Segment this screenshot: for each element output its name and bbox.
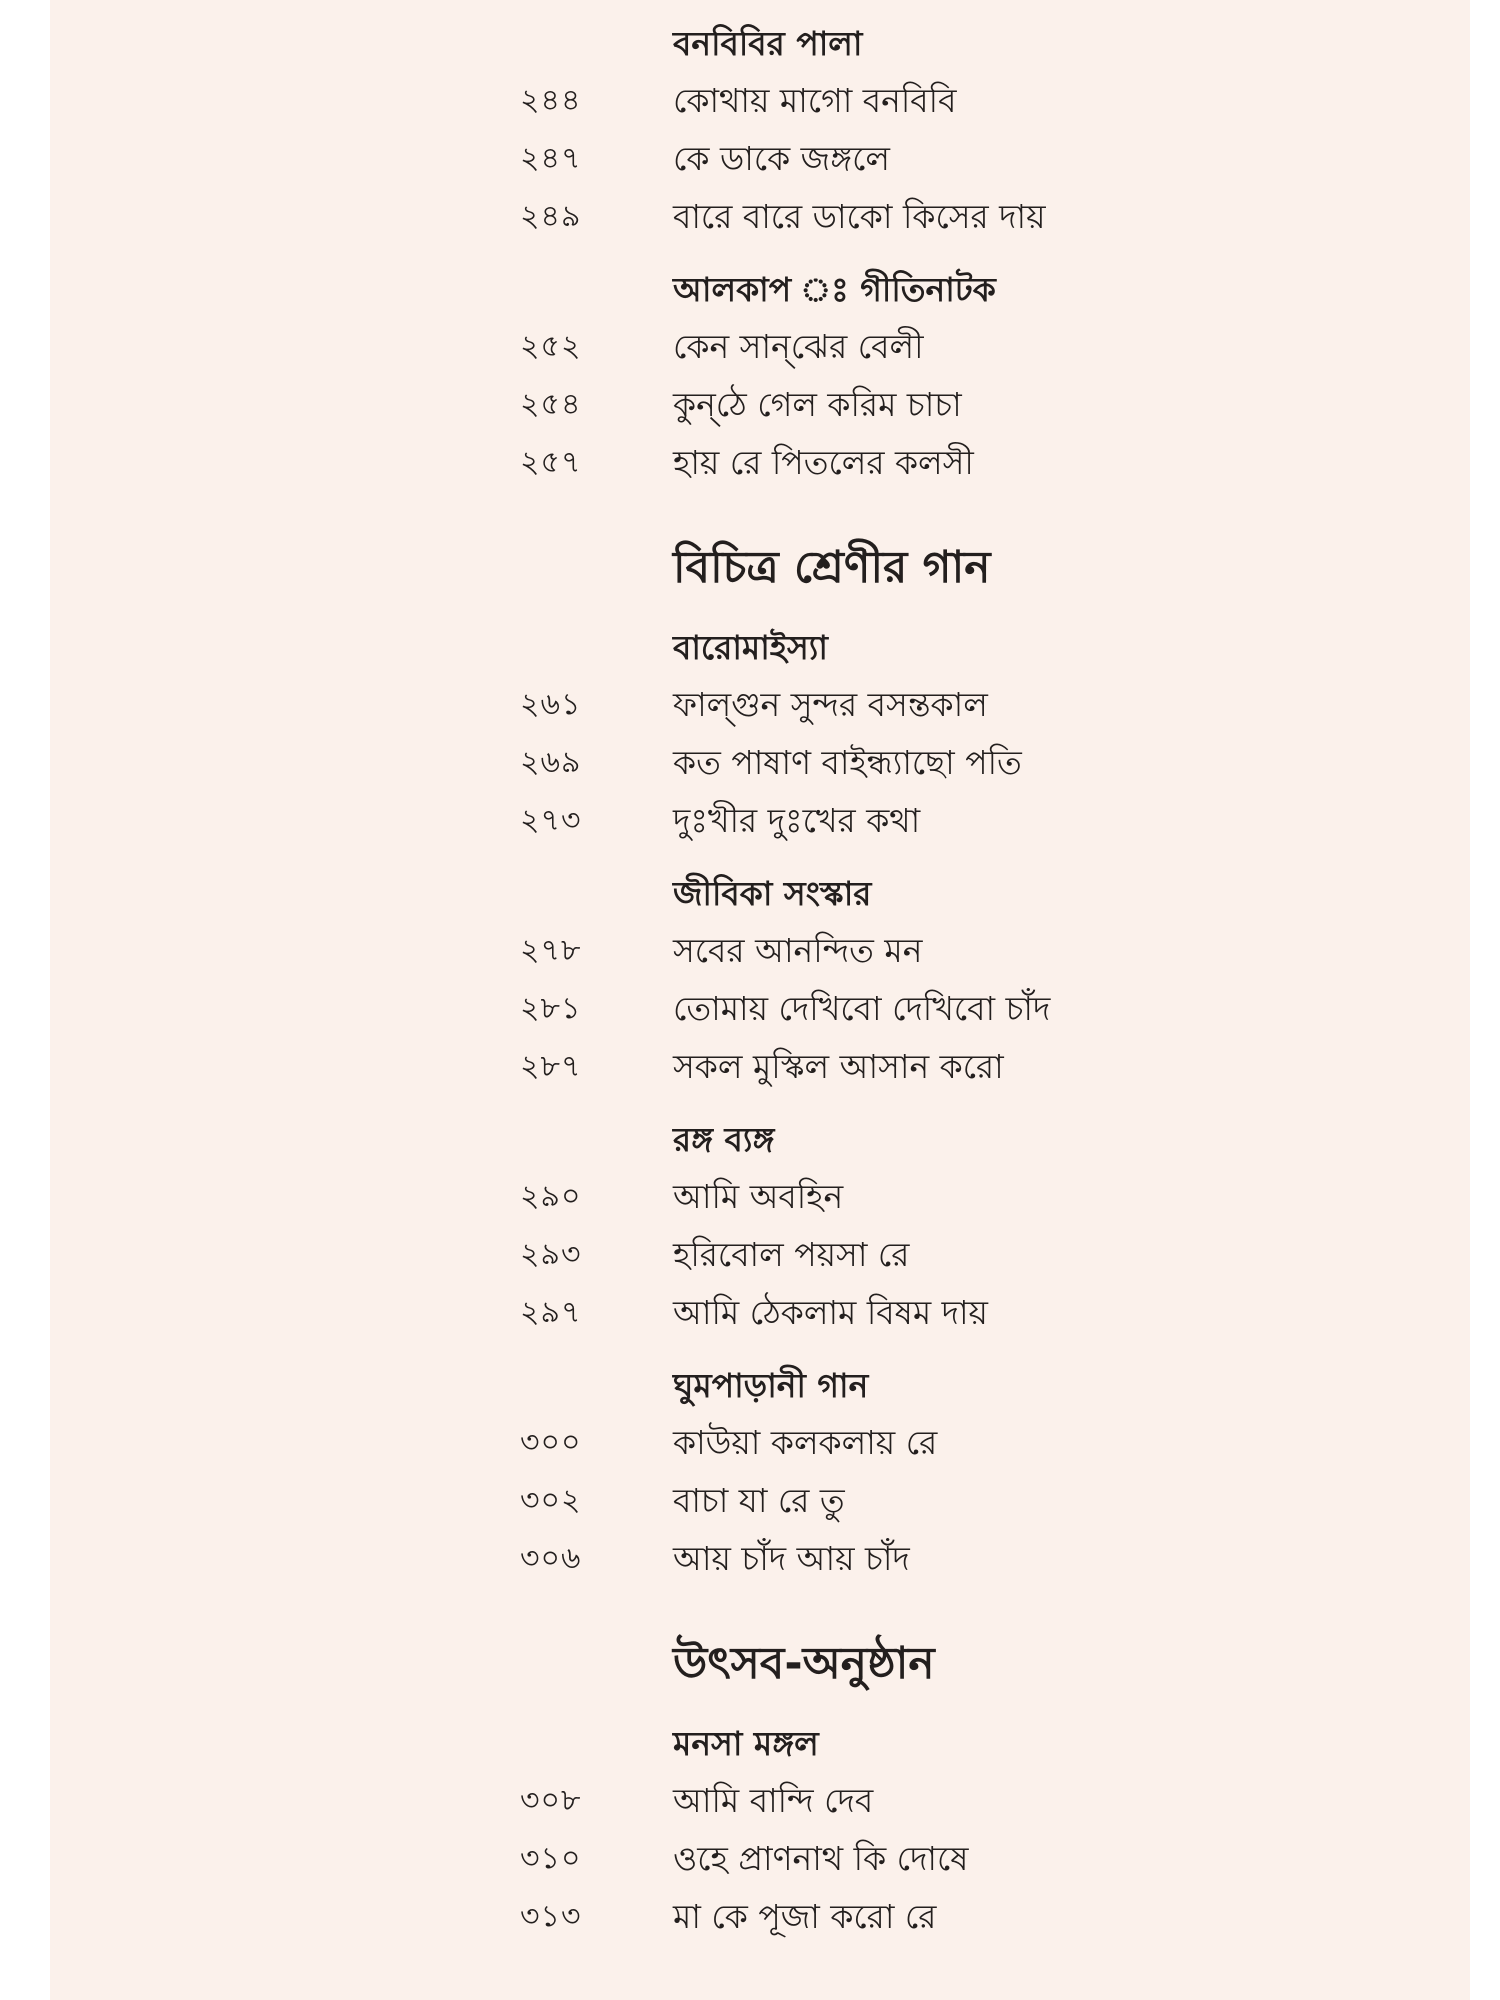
song-title: বাচা যা রে তু (673, 1481, 845, 1520)
page-number: ২৫৪ (520, 387, 582, 422)
song-title: ওহে প্রাণনাথ কি দোষে (673, 1839, 969, 1878)
section-heading-utsab: উৎসব-অনুষ্ঠান (673, 1638, 935, 1689)
toc-entry (50, 1888, 1470, 1946)
toc-entry (50, 1284, 1470, 1342)
song-title: আমি বান্দি দেব (673, 1781, 874, 1820)
song-title: বারে বারে ডাকো কিসের দায় (673, 197, 1046, 236)
toc-entry (50, 1226, 1470, 1284)
toc-entry (50, 130, 1470, 188)
page-number: ৩০৮ (520, 1783, 582, 1818)
page-number: ২৫৭ (520, 445, 582, 480)
song-title: তোমায় দেখিবো দেখিবো চাঁদ (673, 989, 1051, 1028)
song-title: কত পাষাণ বাইন্ধ্যাছো পতি (673, 743, 1022, 782)
page-number: ২৭৩ (520, 803, 582, 838)
toc-entry (50, 734, 1470, 792)
book-page (50, 0, 1470, 2000)
subsection-heading-baromaisya: বারোমাইস্যা (673, 628, 828, 667)
toc-entry (50, 1168, 1470, 1226)
page-number: ২৮৭ (520, 1049, 582, 1084)
subsection-heading-ghumparani: ঘুমপাড়ানী গান (673, 1366, 869, 1405)
page-number: ২৫২ (520, 329, 582, 364)
subsection-heading-manasa: মনসা মঙ্গল (673, 1724, 819, 1763)
subsection-heading-ranga: রঙ্গ ব্যঙ্গ (673, 1120, 775, 1159)
page-number: ২৯০ (520, 1179, 582, 1214)
toc-entry (50, 376, 1470, 434)
page-number: ২৮১ (520, 991, 582, 1026)
song-title: সকল মুস্কিল আসান করো (673, 1047, 1004, 1086)
page-number: ২৭৮ (520, 933, 582, 968)
page-number: ২৯৭ (520, 1295, 582, 1330)
song-title: সবের আনন্দিত মন (673, 931, 923, 970)
toc-entry (50, 1530, 1470, 1588)
page-number: ২৬৯ (520, 745, 582, 780)
page-number: ২৪৪ (520, 83, 582, 118)
song-title: মা কে পূজা করো রে (673, 1897, 937, 1936)
toc-entry (50, 676, 1470, 734)
table-of-contents (50, 12, 1470, 1946)
song-title: হায় রে পিতলের কলসী (673, 443, 974, 482)
toc-entry (50, 792, 1470, 850)
toc-entry (50, 1472, 1470, 1530)
page-number: ২৪৯ (520, 199, 582, 234)
toc-entry (50, 922, 1470, 980)
subsection-heading-banbibi: বনবিবির পালা (673, 24, 863, 63)
page-number: ২৬১ (520, 687, 582, 722)
section-heading-bichitra: বিচিত্র শ্রেণীর গান (673, 542, 991, 593)
toc-entry (50, 318, 1470, 376)
song-title: আমি অবহিন (673, 1177, 844, 1216)
song-title: কে ডাকে জঙ্গলে (673, 139, 890, 178)
song-title: ফাল্গুন সুন্দর বসন্তকাল (673, 685, 988, 724)
page-number: ৩০৬ (520, 1541, 582, 1576)
page-number: ৩০০ (520, 1425, 582, 1460)
song-title: হরিবোল পয়সা রে (673, 1235, 910, 1274)
song-title: আয় চাঁদ আয় চাঁদ (673, 1539, 910, 1578)
song-title: কেন সান্‌ঝের বেলী (673, 327, 924, 366)
toc-entry (50, 1772, 1470, 1830)
page-number: ৩১০ (520, 1841, 582, 1876)
page-number: ২৯৩ (520, 1237, 582, 1272)
page-number: ৩১৩ (520, 1899, 582, 1934)
toc-entry (50, 434, 1470, 492)
song-title: আমি ঠেকলাম বিষম দায় (673, 1293, 988, 1332)
song-title: কোথায় মাগো বনবিবি (673, 81, 957, 120)
song-title: কাউয়া কলকলায় রে (673, 1423, 938, 1462)
toc-entry (50, 72, 1470, 130)
page-number: ৩০২ (520, 1483, 582, 1518)
subsection-heading-alkap: আলকাপ ঃ গীতিনাটক (673, 270, 996, 309)
toc-entry (50, 980, 1470, 1038)
toc-entry (50, 188, 1470, 246)
subsection-heading-jibika: জীবিকা সংস্কার (673, 874, 872, 913)
toc-entry (50, 1414, 1470, 1472)
toc-entry (50, 1830, 1470, 1888)
toc-entry (50, 1038, 1470, 1096)
page-number: ২৪৭ (520, 141, 582, 176)
song-title: কুন্‌ঠে গেল করিম চাচা (673, 385, 962, 424)
song-title: দুঃখীর দুঃখের কথা (673, 801, 921, 840)
